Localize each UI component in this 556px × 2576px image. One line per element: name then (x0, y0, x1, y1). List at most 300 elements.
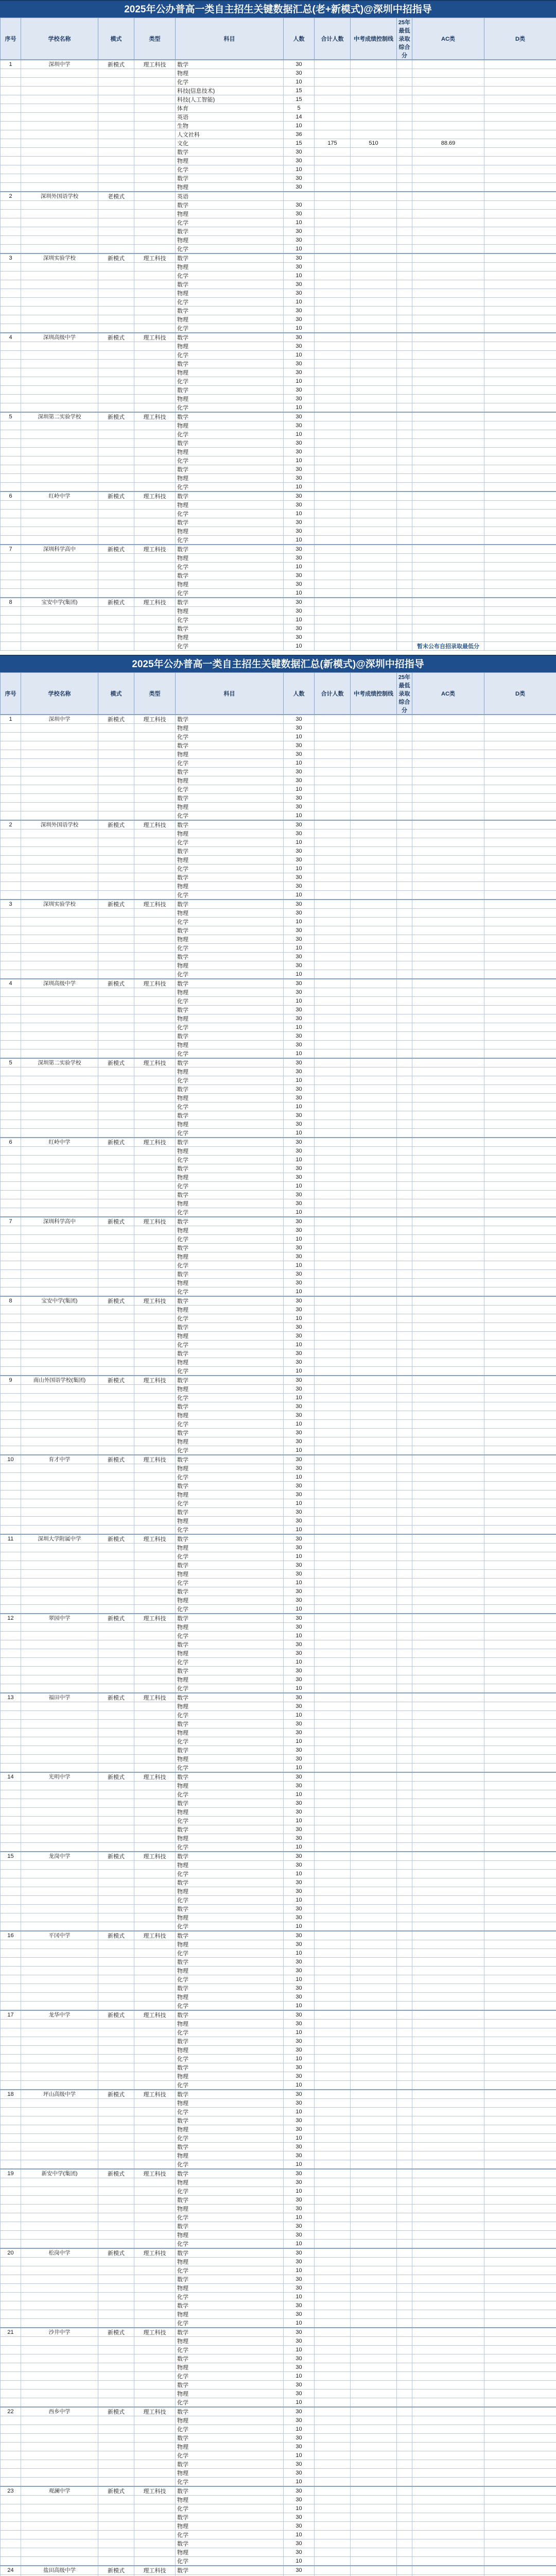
table-cell (412, 87, 484, 95)
table-cell (412, 448, 484, 456)
table-cell (484, 2443, 556, 2451)
table-cell (21, 298, 98, 307)
table-row (1, 1314, 556, 1323)
table-cell (315, 1156, 351, 1164)
table-cell (412, 1782, 484, 1790)
column-header: 25年最低录取综合分 (397, 673, 412, 715)
table-cell: 30 (284, 157, 315, 165)
table-cell (134, 1341, 176, 1349)
section2-title: 2025年公办普高一类自主招生关键数据汇总(新模式)@深圳中招指导 (0, 655, 556, 672)
table-cell (484, 1341, 556, 1349)
table-cell (484, 1058, 556, 1067)
table-row (1, 838, 556, 847)
table-cell (351, 227, 397, 236)
table-cell (315, 2196, 351, 2205)
table-cell: 化学 (176, 1526, 284, 1535)
table-cell (315, 1887, 351, 1896)
table-row (1, 2407, 556, 2416)
table-cell (351, 1482, 397, 1490)
table-cell (1, 1940, 21, 1949)
table-cell: 10 (284, 2240, 315, 2249)
table-cell (21, 165, 98, 174)
table-cell (1, 1764, 21, 1773)
table-cell (397, 1147, 412, 1156)
table-cell (1, 69, 21, 78)
table-cell (21, 2531, 98, 2539)
table-cell (351, 909, 397, 918)
table-cell (1, 1235, 21, 1244)
table-cell (351, 1226, 397, 1235)
table-cell (484, 1587, 556, 1596)
table-cell (351, 2187, 397, 2196)
table-row (1, 1684, 556, 1693)
table-cell (1, 280, 21, 289)
table-cell: 深圳外国语学校 (21, 192, 98, 201)
table-cell (1, 2116, 21, 2125)
table-cell: 物理 (176, 1199, 284, 1208)
table-cell (21, 104, 98, 113)
table-cell (412, 1182, 484, 1191)
table-cell (397, 1526, 412, 1535)
table-cell (21, 377, 98, 386)
table-cell (397, 1385, 412, 1394)
table-cell (315, 351, 351, 360)
table-row (1, 1473, 556, 1482)
table-cell (412, 1341, 484, 1349)
table-cell (21, 2266, 98, 2275)
table-cell (98, 1702, 134, 1711)
table-cell: 30 (284, 1596, 315, 1605)
table-cell (484, 1076, 556, 1085)
table-cell (134, 518, 176, 527)
table-cell: 翠园中学 (21, 1614, 98, 1623)
table-row (1, 421, 556, 430)
table-cell (397, 1296, 412, 1306)
table-cell (412, 1076, 484, 1085)
table-cell (484, 1544, 556, 1552)
table-row (1, 2160, 556, 2170)
table-cell (1, 360, 21, 368)
table-cell (134, 811, 176, 821)
table-cell (134, 527, 176, 536)
table-cell: 新模式 (98, 60, 134, 69)
table-cell (351, 642, 397, 651)
table-cell (412, 785, 484, 794)
table-cell (315, 1958, 351, 1967)
table-cell: 英语 (176, 192, 284, 201)
table-cell (412, 474, 484, 483)
table-cell: 理工科技 (134, 1058, 176, 1067)
table-cell (484, 829, 556, 838)
table-cell (21, 1199, 98, 1208)
table-cell: 物理 (176, 1067, 284, 1076)
table-cell (397, 1455, 412, 1464)
table-cell: 数学 (176, 571, 284, 580)
table-cell (1, 811, 21, 821)
table-cell (1, 2134, 21, 2143)
table-cell (1, 1358, 21, 1367)
table-cell: 30 (284, 2522, 315, 2531)
table-cell (412, 1120, 484, 1129)
table-row (1, 1614, 556, 1623)
table-cell (1, 580, 21, 589)
table-cell: 30 (284, 1878, 315, 1887)
table-cell: 数学 (176, 2407, 284, 2416)
table-cell (351, 873, 397, 882)
table-cell: 19 (1, 2169, 21, 2178)
table-cell: 科技(信息技术) (176, 87, 284, 95)
table-cell (484, 2478, 556, 2487)
table-cell (351, 95, 397, 104)
table-row (1, 944, 556, 953)
table-cell: 30 (284, 1252, 315, 1261)
table-cell (397, 1843, 412, 1852)
table-cell (315, 2240, 351, 2249)
table-cell (21, 865, 98, 873)
table-cell (397, 741, 412, 750)
table-cell (315, 847, 351, 856)
table-cell: 数学 (176, 1958, 284, 1967)
table-cell (397, 2522, 412, 2531)
table-row (1, 953, 556, 961)
table-cell: 24 (1, 2566, 21, 2575)
table-cell (484, 2151, 556, 2160)
table-cell (412, 439, 484, 448)
table-cell (397, 1667, 412, 1675)
table-cell (21, 1526, 98, 1535)
table-cell (98, 759, 134, 768)
table-cell (315, 642, 351, 651)
column-header: 合计人数 (315, 18, 351, 60)
table-cell (351, 1376, 397, 1385)
table-cell (134, 1649, 176, 1658)
table-cell (412, 377, 484, 386)
table-cell (1, 2231, 21, 2240)
table-cell (134, 2460, 176, 2469)
table-cell (397, 2240, 412, 2249)
table-cell (351, 1085, 397, 1094)
table-cell: 新模式 (98, 2486, 134, 2496)
table-cell: 数学 (176, 1852, 284, 1861)
table-cell: 10 (284, 1658, 315, 1667)
table-cell (397, 368, 412, 377)
table-row (1, 1226, 556, 1235)
table-cell (315, 616, 351, 624)
table-cell: 10 (284, 430, 315, 439)
table-cell (412, 2081, 484, 2090)
table-cell (1, 1367, 21, 1376)
table-cell (1, 2539, 21, 2548)
column-header: 中考成绩控制线 (351, 673, 397, 715)
table-cell (315, 1896, 351, 1905)
table-cell (21, 1993, 98, 2002)
table-cell (351, 236, 397, 245)
table-cell (351, 1508, 397, 1517)
table-cell (412, 856, 484, 865)
table-cell (315, 2557, 351, 2566)
table-cell (351, 2081, 397, 2090)
table-cell (98, 1385, 134, 1394)
table-cell: 理工科技 (134, 1614, 176, 1623)
table-row (1, 1552, 556, 1561)
table-cell: 10 (284, 1922, 315, 1931)
table-cell (484, 1094, 556, 1103)
table-cell (484, 750, 556, 759)
table-cell: 30 (284, 741, 315, 750)
table-cell (351, 865, 397, 873)
table-cell: 数学 (176, 1640, 284, 1649)
table-cell (412, 2072, 484, 2081)
table-cell: 理工科技 (134, 253, 176, 263)
table-cell (21, 2046, 98, 2055)
table-row (1, 2389, 556, 2398)
table-cell (412, 315, 484, 324)
table-cell (397, 953, 412, 961)
table-cell: 7 (1, 545, 21, 554)
table-cell (412, 1861, 484, 1870)
table-cell (484, 2319, 556, 2328)
table-cell (98, 1878, 134, 1887)
table-cell: 10 (284, 589, 315, 598)
table-cell (412, 2557, 484, 2566)
table-cell: 物理 (176, 2072, 284, 2081)
table-cell (412, 421, 484, 430)
table-cell (134, 2337, 176, 2346)
table-cell (351, 953, 397, 961)
table-row (1, 545, 556, 554)
table-cell: 化学 (176, 1975, 284, 1984)
table-cell (484, 2169, 556, 2178)
table-cell (134, 148, 176, 157)
table-row (1, 1270, 556, 1279)
table-cell: 物理 (176, 2363, 284, 2372)
table-cell (351, 1905, 397, 1913)
table-cell (351, 1129, 397, 1138)
table-cell (397, 2160, 412, 2170)
table-cell: 30 (284, 368, 315, 377)
table-cell (412, 2504, 484, 2513)
table-cell (412, 2469, 484, 2478)
table-cell (134, 988, 176, 997)
table-cell (315, 2178, 351, 2187)
table-cell (98, 1605, 134, 1614)
table-cell (21, 69, 98, 78)
table-row (1, 2443, 556, 2451)
table-cell (412, 1905, 484, 1913)
table-cell (21, 1482, 98, 1490)
table-cell: 10 (284, 2319, 315, 2328)
table-cell (484, 741, 556, 750)
table-cell (21, 1358, 98, 1367)
table-cell (134, 2513, 176, 2522)
table-cell (315, 1182, 351, 1191)
table-cell (484, 1605, 556, 1614)
table-cell (134, 1094, 176, 1103)
table-row (1, 997, 556, 1006)
table-row (1, 342, 556, 351)
table-cell (134, 2496, 176, 2504)
table-cell: 数学 (176, 1138, 284, 1147)
table-cell (1, 2513, 21, 2522)
table-cell (397, 2081, 412, 2090)
table-cell (315, 280, 351, 289)
table-cell (412, 2055, 484, 2063)
table-cell (98, 1632, 134, 1640)
table-cell (134, 1808, 176, 1817)
table-cell (134, 1764, 176, 1773)
table-cell: 化学 (176, 891, 284, 900)
table-cell (351, 1887, 397, 1896)
table-cell (21, 642, 98, 651)
table-cell (98, 944, 134, 953)
table-cell: 化学 (176, 2266, 284, 2275)
table-cell (484, 970, 556, 979)
table-cell (351, 315, 397, 324)
table-cell (134, 2398, 176, 2408)
table-cell: 30 (284, 1014, 315, 1023)
table-cell: 数学 (176, 1693, 284, 1702)
table-cell (484, 1014, 556, 1023)
table-cell (98, 1358, 134, 1367)
table-cell (397, 882, 412, 891)
table-row (1, 1667, 556, 1675)
table-cell (412, 1085, 484, 1094)
table-cell: 物理 (176, 395, 284, 403)
table-cell (412, 307, 484, 315)
table-cell (412, 1552, 484, 1561)
table-cell (397, 1041, 412, 1049)
table-cell (351, 1913, 397, 1922)
table-cell (351, 2346, 397, 2354)
table-cell: 化学 (176, 1235, 284, 1244)
table-cell (134, 2557, 176, 2566)
table-cell (98, 87, 134, 95)
table-cell (484, 1852, 556, 1861)
table-cell (98, 1579, 134, 1587)
table-cell (315, 2478, 351, 2487)
table-cell (484, 1464, 556, 1473)
table-cell (484, 1437, 556, 1446)
table-cell: 物理 (176, 776, 284, 785)
table-row (1, 1570, 556, 1579)
table-cell: 数学 (176, 768, 284, 776)
table-cell (351, 2205, 397, 2213)
table-cell: 数学 (176, 1587, 284, 1596)
table-cell: 10 (284, 377, 315, 386)
table-cell (21, 474, 98, 483)
table-cell (98, 1182, 134, 1191)
table-cell (484, 421, 556, 430)
table-cell (21, 183, 98, 192)
table-cell: 英语 (176, 113, 284, 122)
table-cell: 化学 (176, 2319, 284, 2328)
table-cell: 30 (284, 1570, 315, 1579)
table-row (1, 210, 556, 218)
table-cell: 新模式 (98, 2328, 134, 2337)
table-cell (412, 1887, 484, 1896)
table-cell (397, 2275, 412, 2284)
table-cell (484, 2258, 556, 2266)
table-cell: 30 (284, 2143, 315, 2151)
table-cell: 11 (1, 1534, 21, 1544)
table-cell: 2 (1, 192, 21, 201)
table-cell: 30 (284, 1825, 315, 1834)
table-cell (98, 474, 134, 483)
table-cell (134, 803, 176, 811)
table-cell (484, 1658, 556, 1667)
table-row (1, 988, 556, 997)
table-cell: 30 (284, 2416, 315, 2425)
table-row (1, 2081, 556, 2090)
table-cell: 10 (284, 2134, 315, 2143)
table-cell (484, 1905, 556, 1913)
table-cell: 30 (284, 1587, 315, 1596)
table-cell (484, 1940, 556, 1949)
table-cell (412, 192, 484, 201)
table-cell (397, 60, 412, 69)
table-cell (484, 1640, 556, 1649)
table-cell (315, 2010, 351, 2020)
table-cell: 10 (284, 2398, 315, 2408)
table-cell (315, 785, 351, 794)
table-row (1, 750, 556, 759)
table-row (1, 1182, 556, 1191)
table-cell (484, 1967, 556, 1975)
table-cell (1, 1587, 21, 1596)
table-row (1, 1702, 556, 1711)
table-cell (21, 1808, 98, 1817)
table-cell (397, 1173, 412, 1182)
table-row (1, 2099, 556, 2108)
table-cell (315, 527, 351, 536)
table-cell: 新模式 (98, 820, 134, 829)
table-cell (351, 2443, 397, 2451)
table-cell: 育才中学 (21, 1455, 98, 1464)
table-cell: 10 (284, 1552, 315, 1561)
table-cell (315, 218, 351, 227)
table-cell (134, 1164, 176, 1173)
table-cell: 10 (284, 1103, 315, 1111)
table-cell (134, 324, 176, 333)
table-cell (412, 607, 484, 616)
table-cell (397, 1367, 412, 1376)
table-cell (21, 315, 98, 324)
table-cell (397, 2504, 412, 2513)
table-cell (484, 2425, 556, 2434)
table-cell (1, 961, 21, 970)
table-cell (397, 2037, 412, 2046)
table-cell (315, 988, 351, 997)
table-cell (1, 236, 21, 245)
table-cell (484, 873, 556, 882)
table-cell (351, 961, 397, 970)
table-cell (412, 483, 484, 492)
table-cell (397, 165, 412, 174)
table-cell (1, 456, 21, 465)
table-cell (98, 2160, 134, 2170)
table-cell: 数学 (176, 1614, 284, 1623)
table-cell (484, 776, 556, 785)
table-cell (397, 104, 412, 113)
table-cell (98, 2478, 134, 2487)
table-cell (134, 1834, 176, 1843)
table-cell (484, 2187, 556, 2196)
table-cell (412, 1464, 484, 1473)
column-header: 模式 (98, 18, 134, 60)
table-cell (315, 360, 351, 368)
table-cell (484, 1684, 556, 1693)
table-cell (315, 768, 351, 776)
